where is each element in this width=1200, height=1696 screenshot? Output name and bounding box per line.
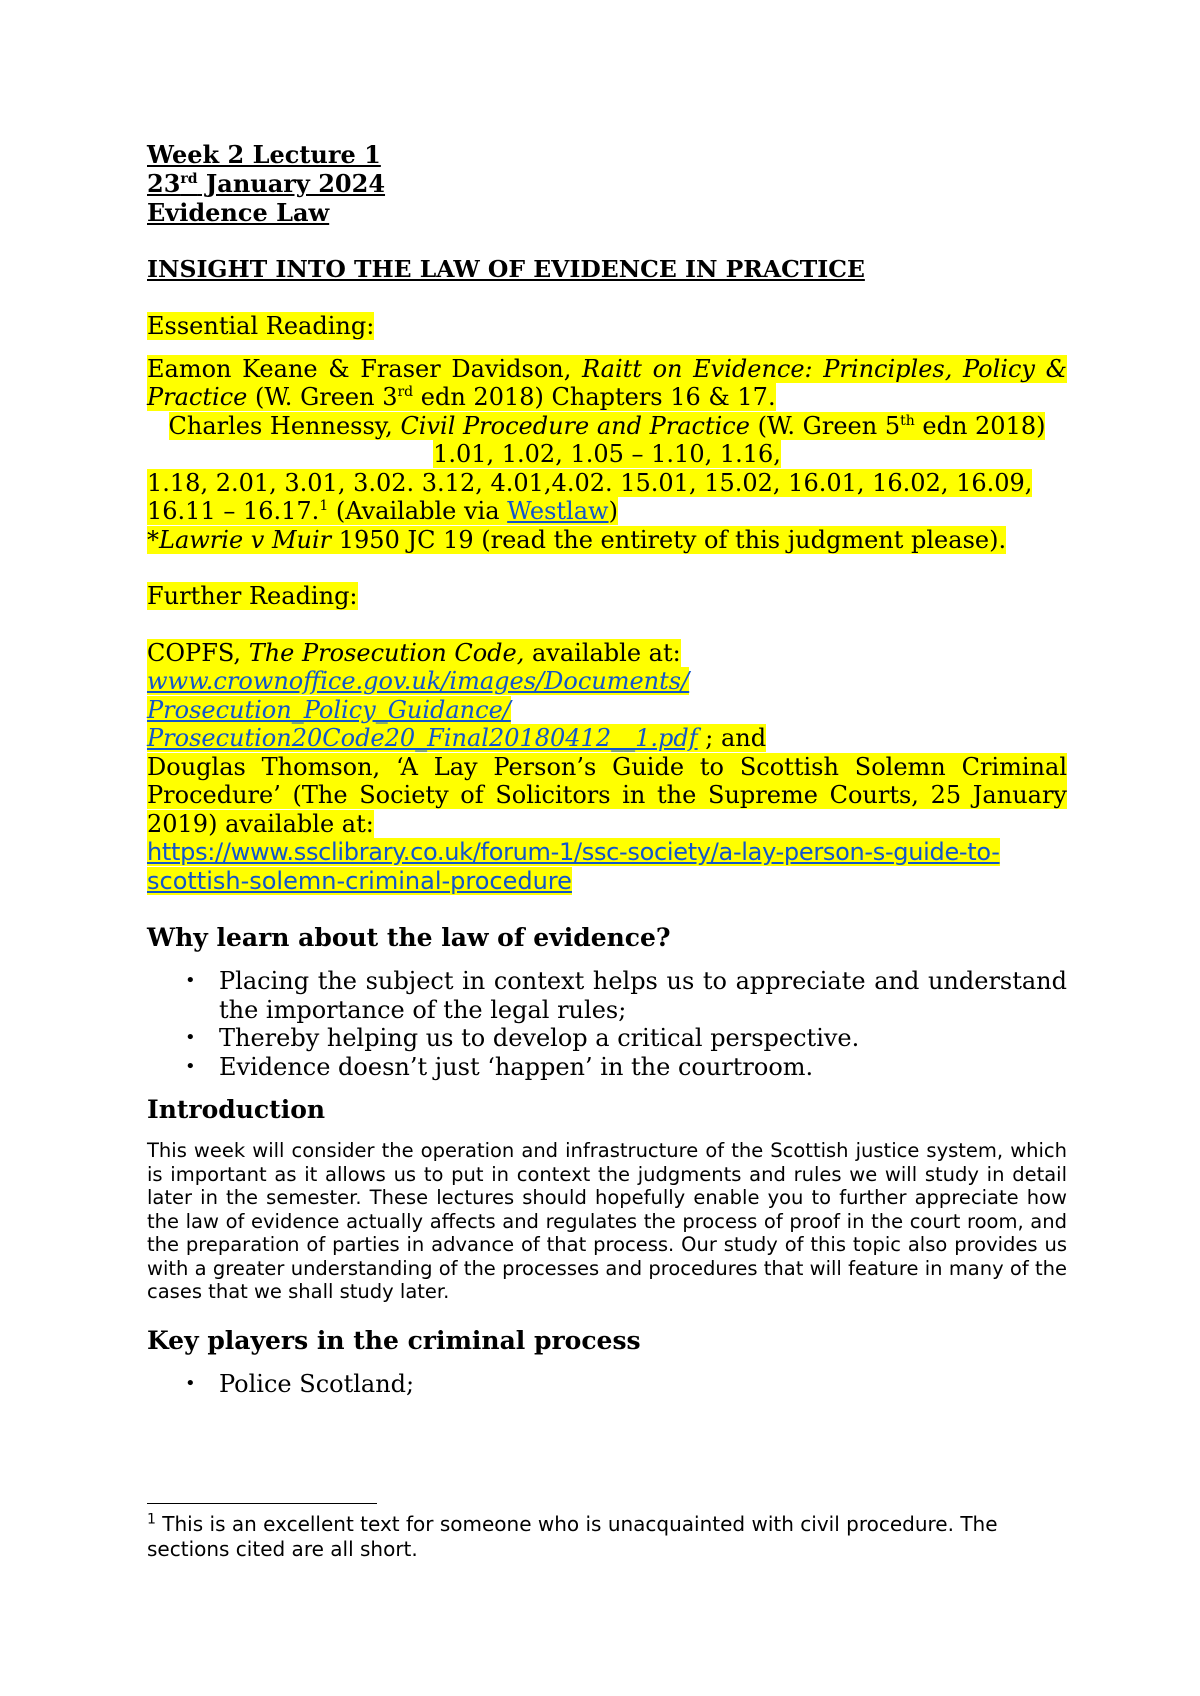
copfs-link-part1[interactable]: www.crownoffice.gov.uk/images/Documents/ [147,667,690,695]
ssc-link-part1[interactable]: https://www.ssclibrary.co.uk/forum-1/ssc-society/a-lay-person-s-guide-to- [147,838,1000,866]
key-players-list [147,1370,1067,1399]
introduction-heading: Introduction [147,1095,326,1124]
course-name: Evidence Law [147,198,330,227]
hennessy-sections-1: 1.01, 1.02, 1.05 – 1.10, 1.16, [433,440,781,468]
list-item: • Thereby helping us to develop a critical perspective. [219,1024,1067,1053]
page-title: INSIGHT INTO THE LAW OF EVIDENCE IN PRACTICE [147,255,865,283]
thomson-reference: Douglas Thomson, ‘A Lay Person’s Guide to Scottish Solemn Criminal Procedure’ (The Society of Solicitors in the Supreme Courts, 25 January 2019) available at: [147,752,1067,838]
raitt-reference: Eamon Keane & Fraser Davidson, Raitt on Evidence: Principles, Policy & Practice (W. Green 3rd edn 2018) Chapters 16 & 17. [147,354,1067,411]
copfs-link-part3[interactable]: Prosecution20Code20_Final20180412__1.pdf [147,724,698,752]
document-page: Week 2 Lecture 1 23rd January 2024 Evidence Law INSIGHT INTO THE LAW OF EVIDENCE IN PRACTICE Essential Reading: Eamon Keane & Fraser Davidson, Raitt on Evidence: Principles, Policy & Practice (W. Green 3rd edn 2018) Chapters 16 & 17. Charles Hennessy, Civil Procedure and Practice (W. Green 5th edn 2018) 1.01, 1.02, 1.05 – 1.10, 1.16, 1.18, 2.01, 3.01, 3.02. 3.12, 4.01,4.02. 15.01, 15.02, 16.01, 16.02, 16.09, 16.11 – 16.17.$^1$ (Available via Westlaw) *Lawrie v Muir 1950 JC 19 (read the entirety of this judgment please). Further Reading: COPFS, The Prosecution Code, available at: www.crownoffice.gov.uk/images/Documents/ Prosecution_Policy_Guidance/ Prosecution20Code20_Final20180412__1.pdf ; and Douglas Thomson, ‘A Lay Person’s Guide to Scottish Solemn Criminal Procedure’ (The Society of Solicitors in the Supreme Courts, 25 January 2019) available at: https://www.ssclibrary.co.uk/forum-1/ssc-society/a-lay-person-s-guide-to- scottish-solemn-criminal-procedure Why learn about the law of evidence? • Placing the subject in context helps us to appreciate and understand the importance of the legal rules; • Thereby helping us to develop a critical perspective. • Evidence doesn’t just ‘happen’ in the courtroom. Introduction This week will consider the operation and infrastructure of the Scottish justice system, which is important as it allows us to put in context the judgments and rules we will study in detail later in the semester. These lectures should hopefully enable you to further appreciate how the law of evidence actually affects and regulates the process of proof in the court room, and the preparation of parties in advance of that process. Our study of this topic also provides us with a greater understanding of the processes and procedures that will feature in many of the cases that we shall study later. Key players in the criminal process • Police Scotland; [147,140,1067,1398]
why-heading: Why learn about the law of evidence? [147,923,671,952]
key-players-heading: Key players in the criminal process [147,1325,641,1355]
ssc-link-part2[interactable]: scottish-solemn-criminal-procedure [147,866,572,895]
footnote-ref[interactable]: 1 [319,498,329,514]
westlaw-link[interactable]: Westlaw [507,497,609,525]
footnote-separator [147,1503,377,1504]
lawrie-reference: *Lawrie v Muir 1950 JC 19 (read the entirety of this judgment please). [147,525,1007,554]
lecture-date: 23rd January 2024 [147,169,386,198]
why-bullet-list [147,967,1067,1081]
introduction-body: This week will consider the operation and infrastructure of the Scottish justice system, which is important as it allows us to put in context the judgments and rules we will study in detail later in the semester. These lectures should hopefully enable you to further appreciate how the law of evidence actually affects and regulates the process of proof in the court room, and the preparation of parties in advance of that process. Our study of this topic also provides us with a greater understanding of the processes and procedures that will feature in many of the cases that we shall study later. [147,1139,1067,1303]
hennessy-sections-2: 1.18, 2.01, 3.01, 3.02. 3.12, 4.01,4.02. 15.01, 15.02, 16.01, 16.02, 16.09, [147,468,1033,497]
essential-reading-heading: Essential Reading: [147,312,375,340]
list-item: • Evidence doesn’t just ‘happen’ in the courtroom. [219,1053,1067,1082]
copfs-link-part2[interactable]: Prosecution_Policy_Guidance/ [147,695,511,724]
footnote: $^1$ This is an excellent text for someone who is unacquainted with civil procedure. The sections cited are all short. [147,1511,998,1561]
lecture-week: Week 2 Lecture 1 [147,140,381,169]
further-reading-heading: Further Reading: [147,582,358,610]
list-item: • Placing the subject in context helps us to appreciate and understand the importance of the legal rules; [219,967,1067,1024]
hennessy-sections-3: 16.11 – 16.17.$^1$ (Available via Westlaw) [147,497,618,525]
list-item: • Police Scotland; [219,1370,1067,1399]
copfs-reference: COPFS, The Prosecution Code, available at: [147,638,681,667]
hennessy-reference: Charles Hennessy, Civil Procedure and Practice (W. Green 5th edn 2018) [168,411,1046,440]
